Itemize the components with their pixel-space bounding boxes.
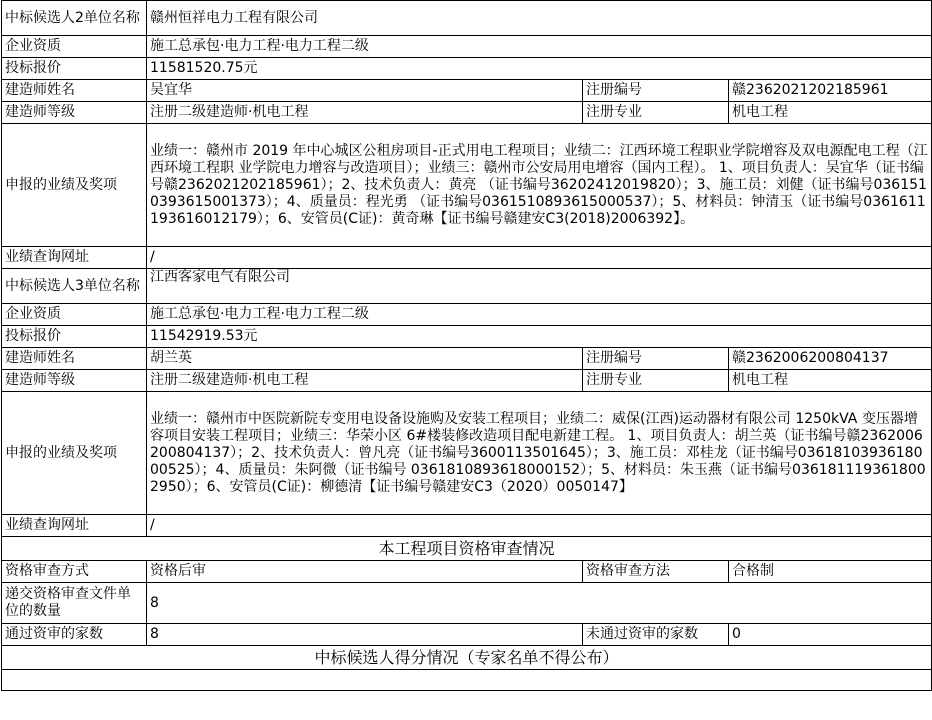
candidate3-builder-name-value: 胡兰英	[147, 348, 583, 370]
candidate3-bid-value: 11542919.53元	[147, 326, 932, 348]
candidate3-bid-label: 投标报价	[2, 326, 147, 348]
candidate3-unit-label: 中标候选人3单位名称	[2, 269, 147, 304]
review-method-label: 资格审查方式	[2, 561, 147, 583]
candidate3-builder-grade-label: 建造师等级	[2, 370, 147, 392]
candidate2-query-value: /	[147, 247, 932, 269]
candidate2-builder-name-label: 建造师姓名	[2, 80, 147, 102]
review-method-value: 资格后审	[147, 561, 583, 583]
candidate2-reg-no-label: 注册编号	[583, 80, 729, 102]
candidate2-builder-name-value: 吴宜华	[147, 80, 583, 102]
review-passed-label: 通过资审的家数	[2, 624, 147, 646]
scores-blank-cell	[2, 670, 932, 691]
candidate2-reg-major-value: 机电工程	[729, 102, 932, 124]
review-failed-value: 0	[729, 624, 932, 646]
review-section-row	[2, 537, 932, 561]
scores-blank-row	[2, 670, 932, 691]
candidate2-bid-value: 11581520.75元	[147, 58, 932, 80]
candidate3-reg-major-value: 机电工程	[729, 370, 932, 392]
scores-section-row	[2, 646, 932, 670]
review-failed-label: 未通过资审的家数	[583, 624, 729, 646]
candidate3-qualification-value: 施工总承包·电力工程·电力工程二级	[147, 304, 932, 326]
scores-section-title: 中标候选人得分情况（专家名单不得公布）	[2, 646, 932, 670]
review-passed-value: 8	[147, 624, 583, 646]
candidate3-unit-row	[2, 269, 932, 304]
candidate3-performance-row	[2, 392, 932, 515]
candidate2-builder-grade-label: 建造师等级	[2, 102, 147, 124]
review-submitted-label: 递交资格审查文件单位的数量	[2, 583, 147, 624]
review-submitted-row	[2, 583, 932, 624]
review-submitted-value: 8	[147, 583, 932, 624]
candidate2-performance-value: 业绩一：赣州市 2019 年中心城区公租房项目-正式用电工程项目；业绩二：江西环境工程职业学院增容及双电源配电工程（江西环境工程职 业学院电力增容与改造项目）；业绩三：赣州市公安局用电增容（国内工程）。 1、项目负责人：吴宜华（证书编号赣2362021202185961）；2、技术负责人：黄亮 （证书编号36202412019820）；3、施工员：刘健（证书编号0361510393615001373）；4、质量员：程光勇 （证书编号0361510893615000537）；5、材料员：钟清玉（证书编号0361611193616012179）；6、安管员(C证)：黄奇琳【证书编号赣建安C3(2018)2006392】。	[147, 124, 932, 247]
bid-result-table	[1, 0, 932, 691]
candidate2-qualification-value: 施工总承包·电力工程·电力工程二级	[147, 36, 932, 58]
candidate2-reg-no-value: 赣2362021202185961	[729, 80, 932, 102]
candidate2-query-row	[2, 247, 932, 269]
candidate2-bid-label: 投标报价	[2, 58, 147, 80]
candidate3-performance-label: 申报的业绩及奖项	[2, 392, 147, 515]
candidate2-qualification-row	[2, 36, 932, 58]
candidate3-reg-no-label: 注册编号	[583, 348, 729, 370]
candidate3-performance-value: 业绩一：赣州市中医院新院专变用电设备设施购及安装工程项目；业绩二：威保(江西)运动器材有限公司 1250kVA 变压器增容项目安装工程项目；业绩三：华荣小区 6#楼装修改造项目配电新建工程。 1、项目负责人：胡兰英（证书编号赣2362006200804137）；2、技术负责人：曾凡亮（证书编号3600113501645）；3、施工员：邓桂龙（证书编号0361810393618000525）；4、质量员：朱阿微（证书编号 0361810893618000152）；5、材料员：朱玉燕（证书编号0361811193618002950）；6、安管员(C证)：柳德清【证书编号赣建安C3（2020）0050147】	[147, 392, 932, 515]
review-approach-label: 资格审查方法	[583, 561, 729, 583]
candidate2-reg-major-label: 注册专业	[583, 102, 729, 124]
candidate3-builder-grade-value: 注册二级建造师·机电工程	[147, 370, 583, 392]
candidate3-query-value: /	[147, 515, 932, 537]
candidate3-builder-row	[2, 348, 932, 370]
candidate2-bid-row	[2, 58, 932, 80]
candidate2-builder-row	[2, 80, 932, 102]
review-section-title: 本工程项目资格审查情况	[2, 537, 932, 561]
candidate2-unit-value: 赣州恒祥电力工程有限公司	[147, 1, 932, 36]
candidate2-unit-row	[2, 1, 932, 36]
candidate3-qualification-row	[2, 304, 932, 326]
candidate2-performance-row	[2, 124, 932, 247]
review-method-row	[2, 561, 932, 583]
candidate3-grade-row	[2, 370, 932, 392]
candidate3-unit-value: 江西客家电气有限公司	[147, 269, 932, 304]
candidate3-reg-no-value: 赣2362006200804137	[729, 348, 932, 370]
candidate3-builder-name-label: 建造师姓名	[2, 348, 147, 370]
review-approach-value: 合格制	[729, 561, 932, 583]
candidate3-qualification-label: 企业资质	[2, 304, 147, 326]
candidate2-unit-label: 中标候选人2单位名称	[2, 1, 147, 36]
candidate2-builder-grade-value: 注册二级建造师·机电工程	[147, 102, 583, 124]
candidate2-qualification-label: 企业资质	[2, 36, 147, 58]
review-passed-row	[2, 624, 932, 646]
candidate3-query-row	[2, 515, 932, 537]
candidate2-performance-label: 申报的业绩及奖项	[2, 124, 147, 247]
candidate3-bid-row	[2, 326, 932, 348]
candidate3-query-label: 业绩查询网址	[2, 515, 147, 537]
candidate2-grade-row	[2, 102, 932, 124]
candidate2-query-label: 业绩查询网址	[2, 247, 147, 269]
candidate3-reg-major-label: 注册专业	[583, 370, 729, 392]
